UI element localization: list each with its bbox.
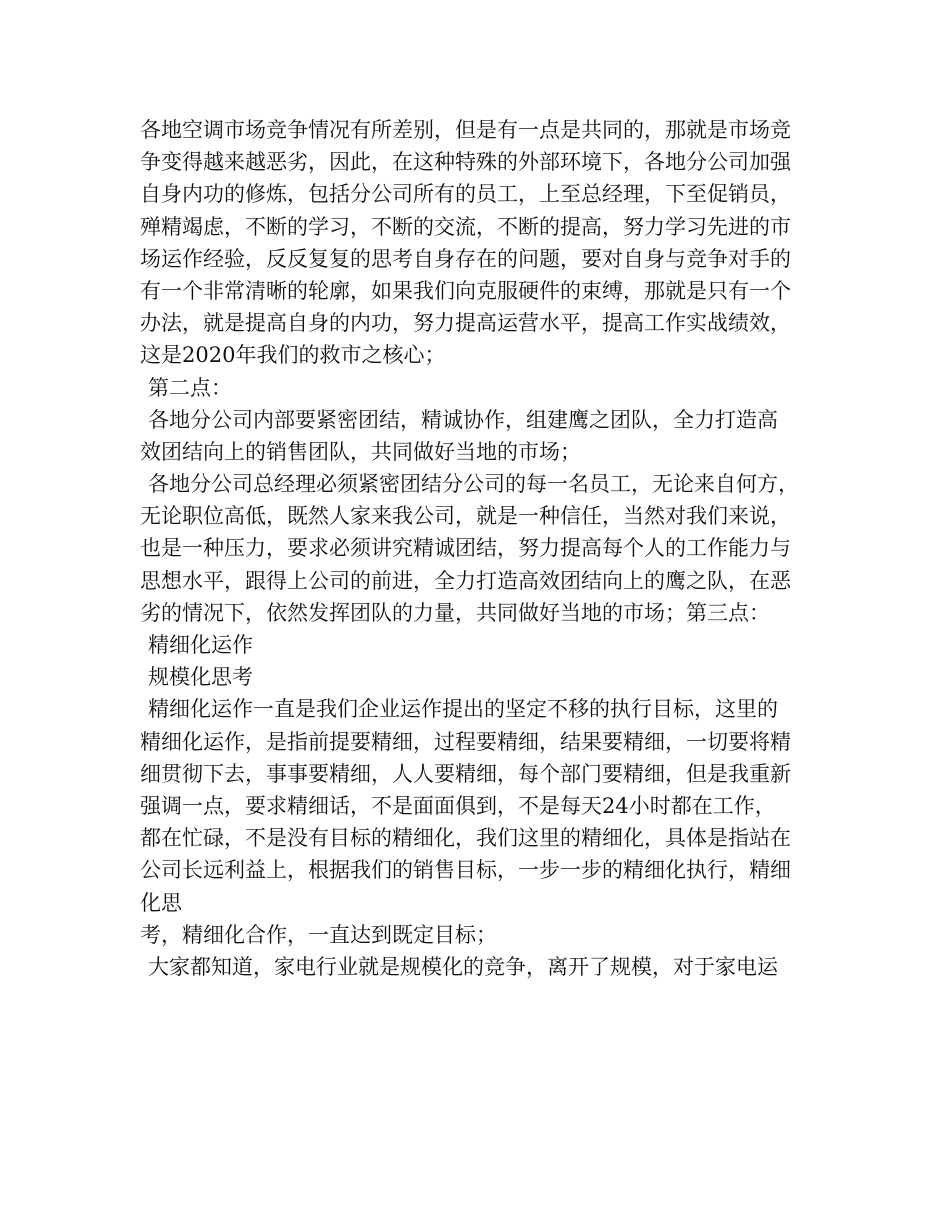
text-line: 强调一点，要求精细话，不是面面俱到，不是每天24小时都在工作，: [140, 793, 776, 818]
text-line: 也是一种压力，要求必须讲究精诚团结，努力提高每个人的工作能力与: [140, 536, 791, 561]
text-line: 都在忙碌，不是没有目标的精细化，我们这里的精细化，具体是指站在: [140, 826, 791, 851]
document-body: [140, 114, 840, 983]
text-line: 精细化运作，是指前提要精细，过程要精细，结果要精细，一切要将精: [140, 729, 791, 754]
text-line: 无论职位高低，既然人家来我公司，就是一种信任，当然对我们来说，: [140, 504, 791, 529]
text-line: 殚精竭虑，不断的学习，不断的交流，不断的提高，努力学习先进的市: [140, 214, 791, 239]
text-line: 精细化运作一直是我们企业运作提出的坚定不移的执行目标，这里的: [148, 697, 778, 722]
text-line: 公司长远利益上，根据我们的销售目标，一步一步的精细化执行，精细: [140, 858, 791, 883]
text-line: 场运作经验，反反复复的思考自身存在的问题，要对自身与竞争对手的: [140, 246, 791, 271]
text-line: 规模化思考: [148, 665, 253, 690]
text-line: 思想水平，跟得上公司的前进，全力打造高效团结向上的鹰之队，在恶: [140, 568, 791, 593]
text-line: 第二点：: [148, 375, 232, 400]
text-line: 效团结向上的销售团队，共同做好当地的市场；: [140, 439, 581, 464]
text-line: 这是2020年我们的救市之核心；: [140, 343, 446, 368]
text-line: 各地分公司内部要紧密团结，精诚协作，组建鹰之团队，全力打造高: [148, 407, 778, 432]
text-line: 细贯彻下去，事事要精细，人人要精细，每个部门要精细，但是我重新: [140, 761, 791, 786]
text-line: 办法，就是提高自身的内功，努力提高运营水平，提高工作实战绩效，: [140, 311, 791, 336]
text-line: 考，精细化合作，一直达到既定目标；: [140, 922, 497, 947]
text-line: 精细化运作: [148, 633, 253, 657]
text-line: 大家都知道，家电行业就是规模化的竞争，离开了规模，对于家电运: [148, 954, 778, 979]
text-line: 有一个非常清晰的轮廓，如果我们向克服硬件的束缚，那就是只有一个: [140, 278, 791, 303]
text-line: 劣的情况下，依然发挥团队的力量，共同做好当地的市场；第三点：: [140, 600, 770, 625]
text-line: 化思: [140, 890, 182, 915]
text-line: 各地空调市场竞争情况有所差别，但是有一点是共同的，那就是市场竞: [140, 118, 791, 142]
text-line: 自身内功的修炼，包括分公司所有的员工，上至总经理，下至促销员，: [140, 182, 791, 207]
text-line: 各地分公司总经理必须紧密团结分公司的每一名员工，无论来自何方，: [148, 472, 799, 497]
text-line: 争变得越来越恶劣，因此，在这种特殊的外部环境下，各地分公司加强: [140, 150, 791, 175]
